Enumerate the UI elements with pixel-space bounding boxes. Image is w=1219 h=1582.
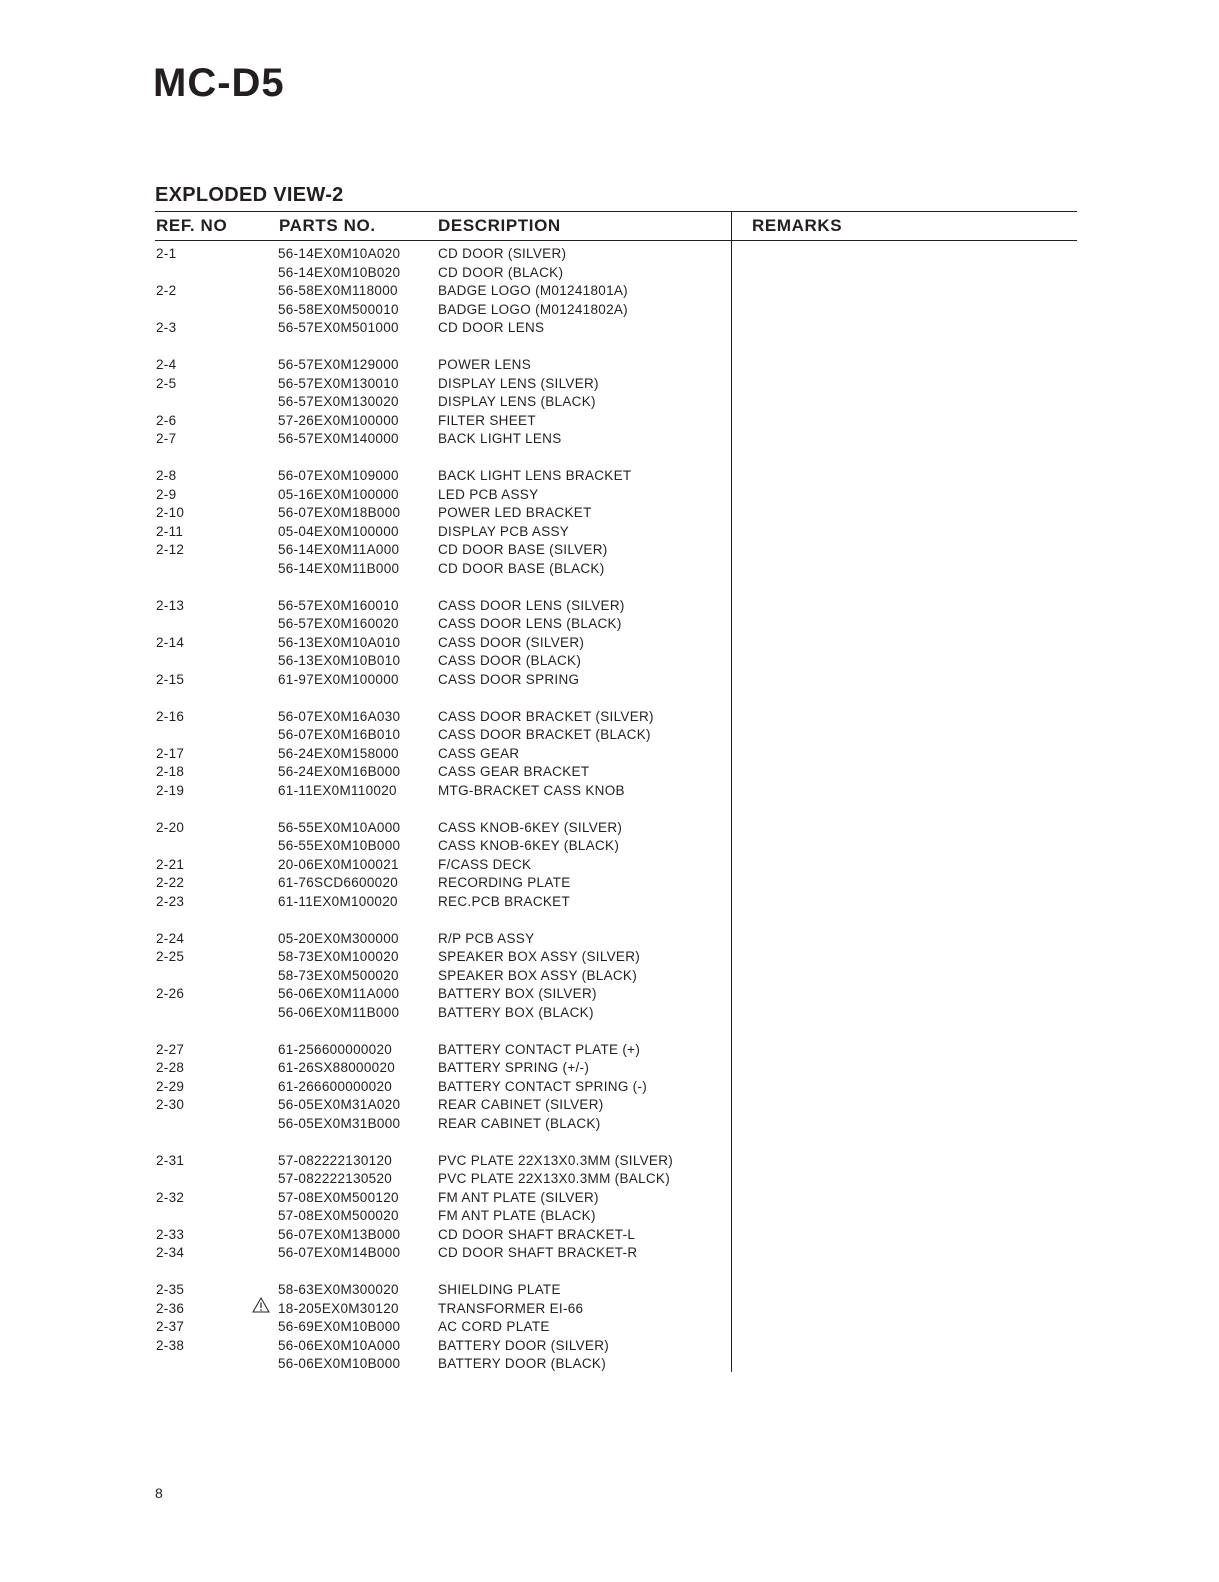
- parts-no-cell: 56-57EX0M501000: [278, 320, 399, 335]
- table-row: [0, 874, 730, 892]
- description-cell: AC CORD PLATE: [438, 1319, 550, 1334]
- parts-no-cell: 05-16EX0M100000: [278, 487, 399, 502]
- description-cell: CD DOOR LENS: [438, 320, 545, 335]
- parts-no-cell: 56-58EX0M500010: [278, 302, 399, 317]
- description-cell: BATTERY BOX (BLACK): [438, 1005, 594, 1020]
- parts-no-cell: 56-13EX0M10A010: [278, 635, 401, 650]
- description-cell: BADGE LOGO (M01241802A): [438, 302, 628, 317]
- ref-no-cell: 2-6: [156, 413, 177, 428]
- table-row: [0, 541, 730, 559]
- parts-no-cell: 56-14EX0M10A020: [278, 246, 401, 261]
- parts-no-cell: 56-55EX0M10A000: [278, 820, 401, 835]
- parts-no-cell: 56-57EX0M129000: [278, 357, 399, 372]
- parts-no-cell: 58-73EX0M100020: [278, 949, 399, 964]
- table-row: [0, 1078, 730, 1096]
- ref-no-cell: 2-13: [156, 598, 185, 613]
- header-parts-no: PARTS NO.: [279, 216, 376, 235]
- ref-no-cell: 2-32: [156, 1190, 185, 1205]
- table-row: [0, 1337, 730, 1355]
- description-cell: CD DOOR SHAFT BRACKET-L: [438, 1227, 636, 1242]
- parts-no-cell: 61-256600000020: [278, 1042, 393, 1057]
- parts-no-cell: 57-082222130120: [278, 1153, 393, 1168]
- description-cell: DISPLAY PCB ASSY: [438, 524, 570, 539]
- table-row: [0, 708, 730, 726]
- table-row: [0, 319, 730, 337]
- table-row: [0, 1189, 730, 1207]
- parts-no-cell: 05-04EX0M100000: [278, 524, 399, 539]
- parts-no-cell: 56-07EX0M16B010: [278, 727, 401, 742]
- description-cell: POWER LED BRACKET: [438, 505, 592, 520]
- ref-no-cell: 2-10: [156, 505, 185, 520]
- description-cell: REAR CABINET (SILVER): [438, 1097, 604, 1112]
- table-row: [0, 1281, 730, 1299]
- description-cell: R/P PCB ASSY: [438, 931, 535, 946]
- description-cell: CASS KNOB-6KEY (SILVER): [438, 820, 623, 835]
- description-cell: TRANSFORMER EI-66: [438, 1301, 584, 1316]
- table-row: [0, 430, 730, 448]
- description-cell: BATTERY SPRING (+/-): [438, 1060, 590, 1075]
- table-row: [0, 985, 730, 1003]
- description-cell: REC.PCB BRACKET: [438, 894, 571, 909]
- ref-no-cell: 2-4: [156, 357, 177, 372]
- description-cell: BADGE LOGO (M01241801A): [438, 283, 628, 298]
- section-title: EXPLODED VIEW-2: [155, 184, 344, 206]
- parts-no-cell: 56-57EX0M160010: [278, 598, 399, 613]
- parts-no-cell: 56-05EX0M31B000: [278, 1116, 401, 1131]
- table-row: [0, 782, 730, 800]
- header-description: DESCRIPTION: [438, 216, 561, 235]
- ref-no-cell: 2-12: [156, 542, 185, 557]
- table-row: [0, 264, 730, 282]
- description-cell: DISPLAY LENS (BLACK): [438, 394, 596, 409]
- description-cell: CASS DOOR SPRING: [438, 672, 580, 687]
- parts-no-cell: 61-11EX0M100020: [278, 894, 398, 909]
- parts-no-cell: 18-205EX0M30120: [278, 1301, 399, 1316]
- description-cell: FM ANT PLATE (SILVER): [438, 1190, 599, 1205]
- parts-no-cell: 56-07EX0M109000: [278, 468, 399, 483]
- description-cell: CD DOOR BASE (BLACK): [438, 561, 605, 576]
- header-remarks: REMARKS: [752, 216, 843, 235]
- ref-no-cell: 2-35: [156, 1282, 185, 1297]
- description-cell: BACK LIGHT LENS: [438, 431, 562, 446]
- table-row: [0, 634, 730, 652]
- ref-no-cell: 2-11: [156, 524, 184, 539]
- model-title: MC-D5: [153, 61, 285, 105]
- description-cell: CASS DOOR LENS (BLACK): [438, 616, 622, 631]
- table-row: [0, 1096, 730, 1114]
- table-row: [0, 967, 730, 985]
- parts-no-cell: 56-06EX0M10A000: [278, 1338, 401, 1353]
- ref-no-cell: 2-33: [156, 1227, 185, 1242]
- parts-no-cell: 57-082222130520: [278, 1171, 393, 1186]
- table-row: [0, 837, 730, 855]
- warning-triangle-icon: [252, 1297, 270, 1313]
- table-row: [0, 726, 730, 744]
- parts-no-cell: 56-05EX0M31A020: [278, 1097, 401, 1112]
- parts-no-cell: 56-58EX0M118000: [278, 283, 398, 298]
- ref-no-cell: 2-17: [156, 746, 185, 761]
- table-row: [0, 282, 730, 300]
- description-cell: CD DOOR BASE (SILVER): [438, 542, 608, 557]
- table-row: [0, 1170, 730, 1188]
- ref-no-cell: 2-19: [156, 783, 185, 798]
- description-cell: BATTERY BOX (SILVER): [438, 986, 597, 1001]
- table-row: [0, 819, 730, 837]
- parts-no-cell: 56-06EX0M11B000: [278, 1005, 400, 1020]
- parts-no-cell: 61-266600000020: [278, 1079, 393, 1094]
- table-row: [0, 467, 730, 485]
- parts-no-cell: 56-06EX0M10B000: [278, 1356, 401, 1371]
- description-cell: CD DOOR (BLACK): [438, 265, 564, 280]
- parts-no-cell: 57-08EX0M500020: [278, 1208, 399, 1223]
- parts-no-cell: 57-08EX0M500120: [278, 1190, 399, 1205]
- description-cell: FILTER SHEET: [438, 413, 536, 428]
- table-row: [0, 1059, 730, 1077]
- parts-no-cell: 56-57EX0M140000: [278, 431, 399, 446]
- parts-no-cell: 56-07EX0M13B000: [278, 1227, 401, 1242]
- ref-no-cell: 2-36: [156, 1301, 185, 1316]
- ref-no-cell: 2-22: [156, 875, 185, 890]
- description-cell: CASS DOOR (SILVER): [438, 635, 585, 650]
- parts-no-cell: 56-24EX0M158000: [278, 746, 399, 761]
- table-row: [0, 301, 730, 319]
- parts-no-cell: 56-07EX0M16A030: [278, 709, 401, 724]
- table-row: [0, 948, 730, 966]
- table-row: [0, 1300, 730, 1318]
- description-cell: PVC PLATE 22X13X0.3MM (SILVER): [438, 1153, 674, 1168]
- table-row: [0, 356, 730, 374]
- ref-no-cell: 2-30: [156, 1097, 185, 1112]
- table-row: [0, 412, 730, 430]
- ref-no-cell: 2-8: [156, 468, 177, 483]
- table-row: [0, 504, 730, 522]
- description-cell: RECORDING PLATE: [438, 875, 571, 890]
- parts-no-cell: 61-26SX88000020: [278, 1060, 396, 1075]
- description-cell: REAR CABINET (BLACK): [438, 1116, 601, 1131]
- description-cell: FM ANT PLATE (BLACK): [438, 1208, 596, 1223]
- table-row: [0, 652, 730, 670]
- table-row: [0, 615, 730, 633]
- ref-no-cell: 2-18: [156, 764, 185, 779]
- header-ref-no: REF. NO: [156, 216, 228, 235]
- table-row: [0, 1207, 730, 1225]
- table-row: [0, 763, 730, 781]
- ref-no-cell: 2-29: [156, 1079, 185, 1094]
- description-cell: DISPLAY LENS (SILVER): [438, 376, 599, 391]
- ref-no-cell: 2-26: [156, 986, 185, 1001]
- ref-no-cell: 2-23: [156, 894, 185, 909]
- parts-no-cell: 56-06EX0M11A000: [278, 986, 400, 1001]
- table-row: [0, 486, 730, 504]
- table-row: [0, 393, 730, 411]
- ref-no-cell: 2-7: [156, 431, 177, 446]
- description-cell: CD DOOR SHAFT BRACKET-R: [438, 1245, 638, 1260]
- table-row: [0, 856, 730, 874]
- parts-no-cell: 56-24EX0M16B000: [278, 764, 401, 779]
- ref-no-cell: 2-5: [156, 376, 177, 391]
- table-row: [0, 375, 730, 393]
- description-cell: CASS DOOR BRACKET (SILVER): [438, 709, 654, 724]
- ref-no-cell: 2-1: [156, 246, 177, 261]
- table-row: [0, 930, 730, 948]
- description-cell: CASS GEAR: [438, 746, 520, 761]
- ref-no-cell: 2-2: [156, 283, 177, 298]
- description-cell: PVC PLATE 22X13X0.3MM (BALCK): [438, 1171, 671, 1186]
- ref-no-cell: 2-16: [156, 709, 185, 724]
- description-cell: CASS KNOB-6KEY (BLACK): [438, 838, 620, 853]
- description-cell: CD DOOR (SILVER): [438, 246, 567, 261]
- parts-no-cell: 56-14EX0M11B000: [278, 561, 400, 576]
- description-cell: LED PCB ASSY: [438, 487, 539, 502]
- ref-no-cell: 2-27: [156, 1042, 185, 1057]
- table-row: [0, 1355, 730, 1373]
- parts-no-cell: 56-55EX0M10B000: [278, 838, 401, 853]
- parts-no-cell: 56-13EX0M10B010: [278, 653, 401, 668]
- description-cell: POWER LENS: [438, 357, 532, 372]
- parts-no-cell: 56-07EX0M18B000: [278, 505, 401, 520]
- parts-no-cell: 56-57EX0M130020: [278, 394, 399, 409]
- table-row: [0, 1226, 730, 1244]
- ref-no-cell: 2-9: [156, 487, 177, 502]
- description-cell: MTG-BRACKET CASS KNOB: [438, 783, 625, 798]
- ref-no-cell: 2-21: [156, 857, 185, 872]
- parts-no-cell: 61-76SCD6600020: [278, 875, 399, 890]
- parts-no-cell: 56-14EX0M11A000: [278, 542, 400, 557]
- table-row: [0, 597, 730, 615]
- page-number: 8: [155, 1485, 163, 1501]
- ref-no-cell: 2-3: [156, 320, 177, 335]
- parts-no-cell: 56-14EX0M10B020: [278, 265, 401, 280]
- table-row: [0, 1244, 730, 1262]
- table-row: [0, 893, 730, 911]
- ref-no-cell: 2-28: [156, 1060, 185, 1075]
- table-row: [0, 1041, 730, 1059]
- description-cell: BATTERY CONTACT SPRING (-): [438, 1079, 648, 1094]
- parts-no-cell: 56-57EX0M130010: [278, 376, 399, 391]
- table-row: [0, 523, 730, 541]
- ref-no-cell: 2-34: [156, 1245, 185, 1260]
- description-cell: BATTERY DOOR (BLACK): [438, 1356, 607, 1371]
- ref-no-cell: 2-14: [156, 635, 185, 650]
- table-row: [0, 745, 730, 763]
- ref-no-cell: 2-38: [156, 1338, 185, 1353]
- table-row: [0, 1152, 730, 1170]
- description-cell: BATTERY CONTACT PLATE (+): [438, 1042, 641, 1057]
- description-cell: SPEAKER BOX ASSY (BLACK): [438, 968, 638, 983]
- ref-no-cell: 2-20: [156, 820, 185, 835]
- description-cell: BACK LIGHT LENS BRACKET: [438, 468, 632, 483]
- description-cell: CASS GEAR BRACKET: [438, 764, 590, 779]
- parts-no-cell: 57-26EX0M100000: [278, 413, 399, 428]
- parts-no-cell: 56-69EX0M10B000: [278, 1319, 401, 1334]
- table-row: [0, 245, 730, 263]
- parts-no-cell: 61-11EX0M110020: [278, 783, 397, 798]
- description-cell: F/CASS DECK: [438, 857, 532, 872]
- table-row: [0, 1115, 730, 1133]
- description-cell: CASS DOOR BRACKET (BLACK): [438, 727, 651, 742]
- description-cell: BATTERY DOOR (SILVER): [438, 1338, 610, 1353]
- parts-no-cell: 58-63EX0M300020: [278, 1282, 399, 1297]
- parts-no-cell: 20-06EX0M100021: [278, 857, 399, 872]
- ref-no-cell: 2-25: [156, 949, 185, 964]
- ref-no-cell: 2-24: [156, 931, 185, 946]
- table-row: [0, 560, 730, 578]
- ref-no-cell: 2-15: [156, 672, 185, 687]
- table-row: [0, 1318, 730, 1336]
- description-cell: SHIELDING PLATE: [438, 1282, 561, 1297]
- ref-no-cell: 2-37: [156, 1319, 185, 1334]
- parts-no-cell: 56-07EX0M14B000: [278, 1245, 401, 1260]
- table-row: [0, 1004, 730, 1022]
- parts-no-cell: 05-20EX0M300000: [278, 931, 399, 946]
- description-cell: CASS DOOR LENS (SILVER): [438, 598, 625, 613]
- description-cell: SPEAKER BOX ASSY (SILVER): [438, 949, 641, 964]
- parts-no-cell: 58-73EX0M500020: [278, 968, 399, 983]
- table-row: [0, 671, 730, 689]
- ref-no-cell: 2-31: [156, 1153, 185, 1168]
- parts-no-cell: 61-97EX0M100000: [278, 672, 399, 687]
- description-cell: CASS DOOR (BLACK): [438, 653, 582, 668]
- parts-no-cell: 56-57EX0M160020: [278, 616, 399, 631]
